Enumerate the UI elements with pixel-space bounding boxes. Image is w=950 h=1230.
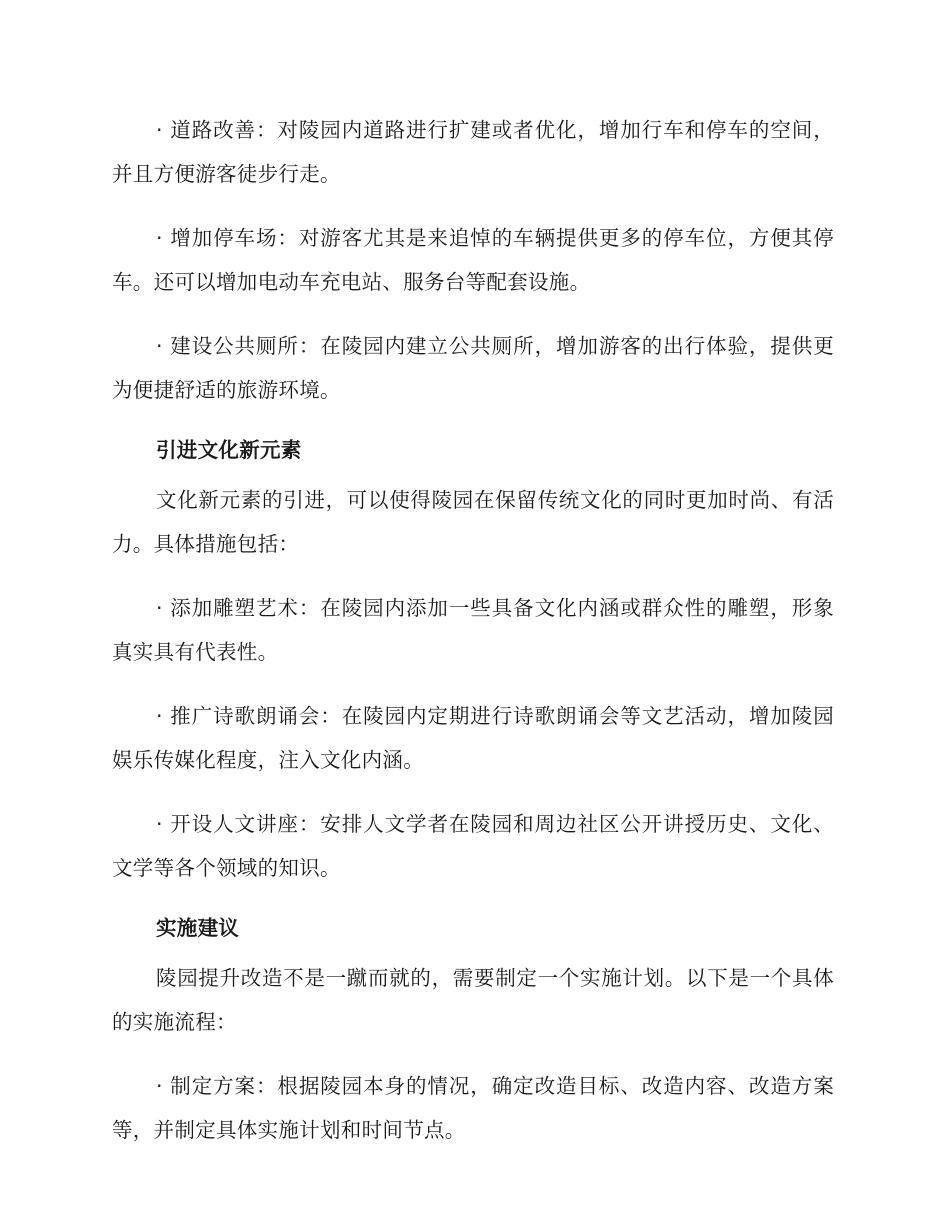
paragraph-implementation-intro: 陵园提升改造不是一蹴而就的，需要制定一个实施计划。以下是一个具体的实施流程： bbox=[112, 966, 834, 1034]
bullet-add-parking: · 增加停车场：对游客尤其是来追悼的车辆提供更多的停车位，方便其停车。还可以增加电动车充电站、服务台等配套设施。 bbox=[112, 226, 834, 294]
bullet-public-toilets: · 建设公共厕所：在陵园内建立公共厕所，增加游客的出行体验，提供更为便捷舒适的旅游环境。 bbox=[112, 334, 834, 402]
paragraph-culture-intro: 文化新元素的引进，可以使得陵园在保留传统文化的同时更加时尚、有活力。具体措施包括： bbox=[112, 488, 834, 556]
bullet-humanities-lectures: · 开设人文讲座：安排人文学者在陵园和周边社区公开讲授历史、文化、文学等各个领域的知识。 bbox=[112, 812, 834, 880]
section-heading-culture: 引进文化新元素 bbox=[156, 438, 302, 462]
bullet-road-improvement: · 道路改善：对陵园内道路进行扩建或者优化，增加行车和停车的空间，并且方便游客徒步行走。 bbox=[112, 118, 834, 186]
bullet-make-plan: · 制定方案：根据陵园本身的情况，确定改造目标、改造内容、改造方案等，并制定具体实施计划和时间节点。 bbox=[112, 1074, 834, 1142]
section-heading-implementation: 实施建议 bbox=[156, 916, 240, 940]
bullet-sculpture-art: · 添加雕塑艺术：在陵园内添加一些具备文化内涵或群众性的雕塑，形象真实具有代表性。 bbox=[112, 596, 834, 664]
bullet-poetry-recital: · 推广诗歌朗诵会：在陵园内定期进行诗歌朗诵会等文艺活动，增加陵园娱乐传媒化程度，注入文化内涵。 bbox=[112, 704, 834, 772]
document-page bbox=[112, 108, 834, 1172]
